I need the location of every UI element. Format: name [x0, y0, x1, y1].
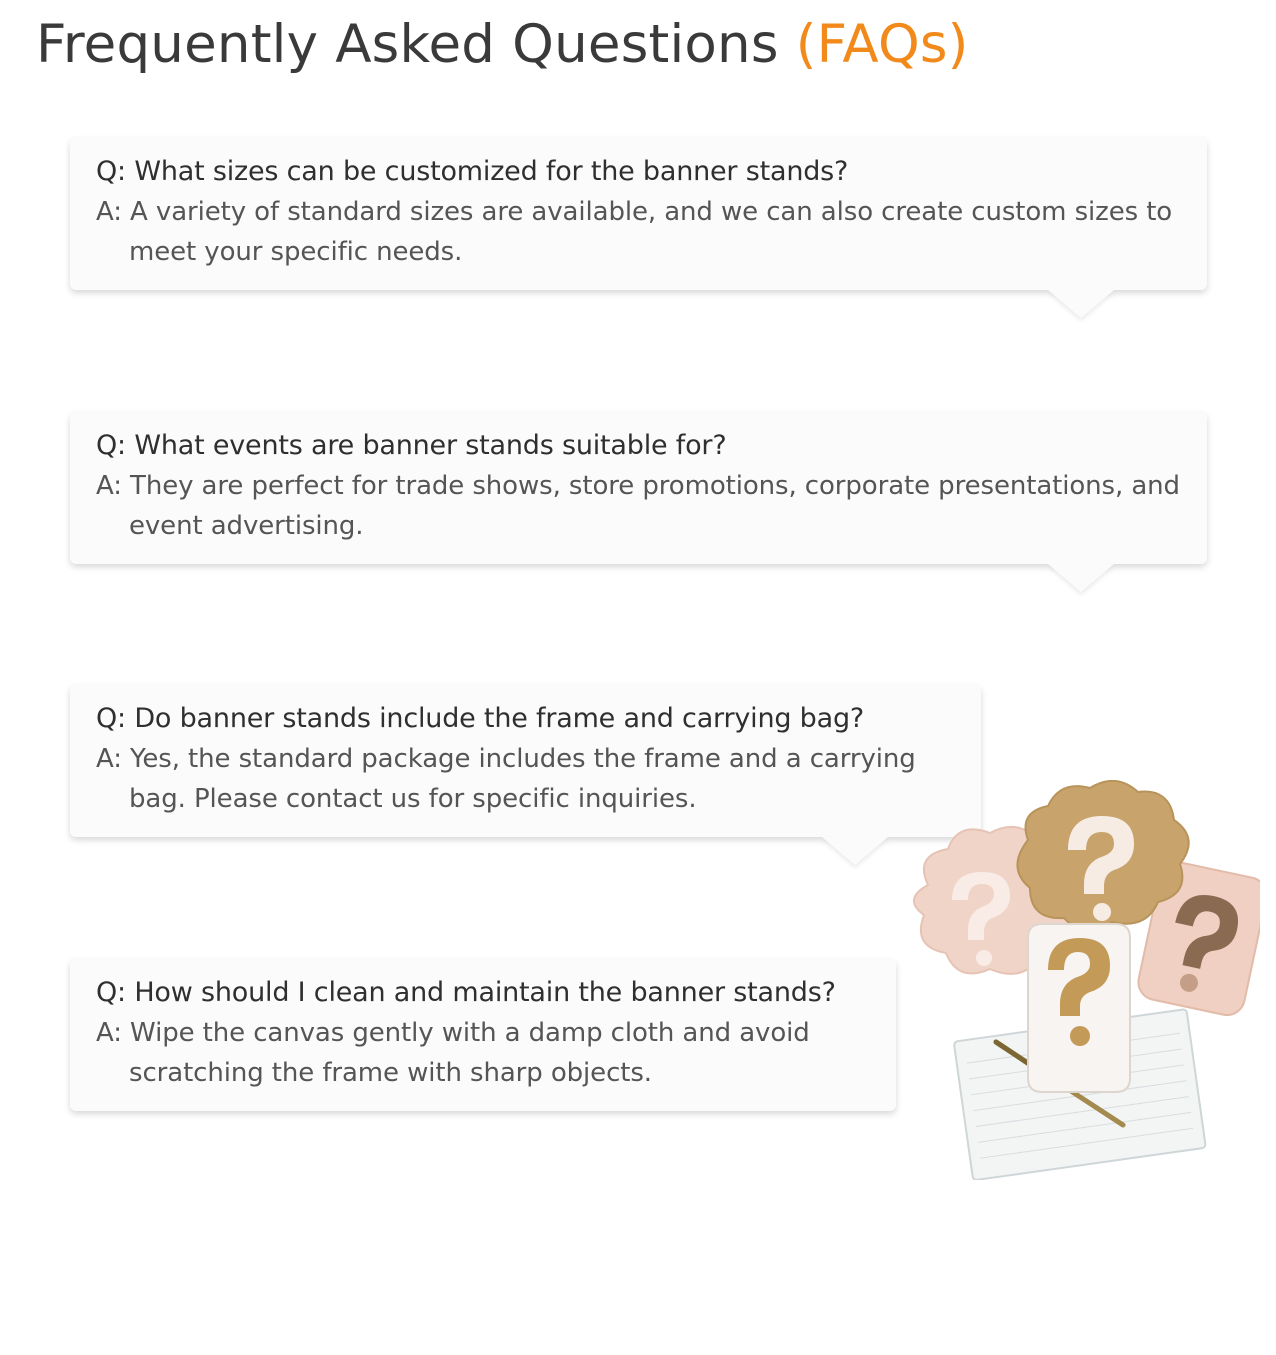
faq-item-events: [70, 412, 1207, 564]
faq-question: Q: What events are banner stands suitable for?: [96, 430, 727, 461]
faq-answer: A: A variety of standard sizes are available, and we can also create custom sizes to meet your specific needs.: [96, 197, 1173, 267]
faq-question: Q: How should I clean and maintain the banner stands?: [96, 977, 836, 1008]
question-marks-illustration: [888, 780, 1260, 1180]
question-marks-icon: [888, 780, 1260, 1180]
page-title-main: Frequently Asked Questions: [36, 14, 779, 75]
faq-item-sizes: [70, 138, 1207, 290]
page-title-accent: (FAQs): [795, 14, 969, 75]
faq-question: Q: Do banner stands include the frame and carrying bag?: [96, 703, 865, 734]
faq-answer: A: They are perfect for trade shows, store promotions, corporate presentations, and event advertising.: [96, 471, 1180, 541]
faq-answer: A: Yes, the standard package includes the frame and a carrying bag. Please contact us for specific inquiries.: [96, 744, 916, 814]
faq-answer: A: Wipe the canvas gently with a damp cloth and avoid scratching the frame with sharp objects.: [96, 1018, 810, 1088]
faq-item-package: [70, 685, 981, 837]
faq-question: Q: What sizes can be customized for the banner stands?: [96, 156, 849, 187]
faq-item-maintenance: [70, 959, 896, 1111]
page-title: [36, 14, 969, 75]
